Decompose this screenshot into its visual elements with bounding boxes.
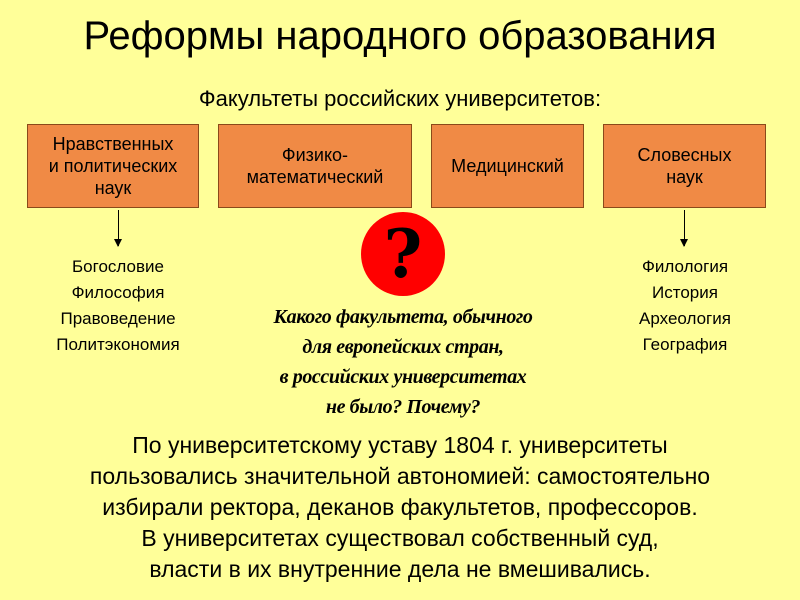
- question-mark-icon: ?: [361, 212, 445, 296]
- question-line: для европейских стран,: [302, 336, 504, 358]
- subject-item: Правоведение: [60, 309, 176, 328]
- question-line: не было? Почему?: [325, 396, 481, 418]
- subject-item: Филология: [641, 257, 729, 276]
- university-charter-text: [0, 430, 800, 585]
- faculty-box-moral-political: Нравственных и политических наук: [27, 124, 199, 208]
- faculties-heading: Факультеты российских университетов:: [198, 86, 602, 111]
- subject-item: Археология: [639, 309, 731, 328]
- subject-item: Богословие: [72, 257, 164, 276]
- text-line: власти в их внутренние дела не вмешивались.: [149, 556, 651, 582]
- down-arrow-icon: [684, 210, 685, 246]
- faculty-box-medical: Медицинский: [431, 124, 584, 208]
- text-line: избирали ректора, деканов факультетов, профессоров.: [102, 494, 698, 520]
- philology-subjects-list: [600, 254, 770, 358]
- text-line: пользовались значительной автономией: самостоятельно: [89, 463, 711, 489]
- question-line: Какого факультета, обычного: [273, 306, 533, 328]
- faculty-box-philology: Словесных наук: [603, 124, 766, 208]
- faculty-box-physics-math: Физико- математический: [218, 124, 412, 208]
- text-line: По университетскому уставу 1804 г. университеты: [132, 432, 668, 458]
- subject-item: История: [652, 283, 718, 302]
- question-line: в российских университетах: [279, 366, 527, 388]
- text-line: В университетах существовал собственный суд,: [141, 525, 659, 551]
- question-text: [203, 302, 603, 422]
- subject-item: География: [642, 335, 728, 354]
- subject-item: Философия: [71, 283, 165, 302]
- slide-title: Реформы народного образования: [83, 14, 717, 58]
- down-arrow-icon: [118, 210, 119, 246]
- subject-item: Политэкономия: [56, 335, 180, 354]
- moral-political-subjects-list: [28, 254, 208, 358]
